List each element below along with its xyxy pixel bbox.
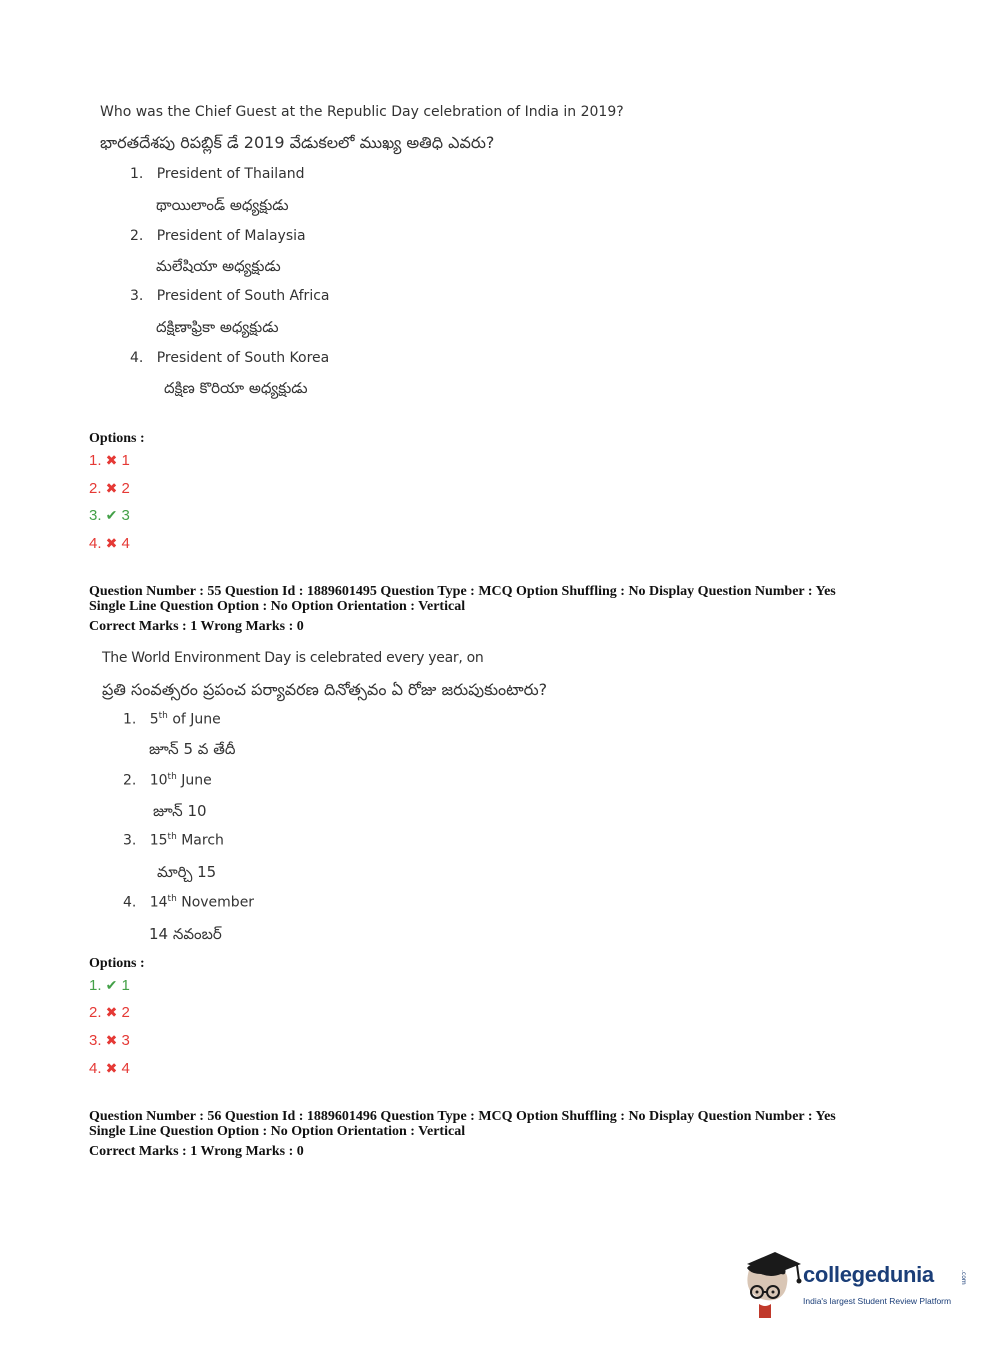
q55-options-label: Options : [89, 956, 145, 971]
cross-icon: ✖ [105, 1060, 118, 1076]
collegedunia-logo [741, 1250, 971, 1320]
q54-question-te: భారతదేశపు రిపబ్లిక్ డే 2019 వేడుకలలో ముఖ్య అతిధి ఎవరు? [100, 133, 495, 152]
q54-option-1-te: థాయిలాండ్ అధ్యక్షుడు [156, 196, 289, 214]
cross-icon: ✖ [105, 452, 118, 468]
check-icon: ✔ [105, 977, 118, 993]
q55-option-1-te: జూన్ 5 వ తేదీ [149, 740, 236, 758]
q55-option-1: 1. 5th of June [123, 711, 221, 728]
cross-icon: ✖ [105, 1004, 118, 1020]
q55-option-2-te: జూన్ 10 [153, 802, 207, 820]
q55-option-4-te: 14 నవంబర్ [149, 925, 222, 943]
q55-answer-2: 2. ✖ 2 [89, 1004, 130, 1021]
check-icon: ✔ [105, 507, 118, 523]
q55-question-te: ప్రతి సంవత్సరం ప్రపంచ పర్యావరణ దినోత్సవం ఏ రోజు జరుపుకుంటారు? [102, 680, 548, 699]
q55-answer-1: 1. ✔ 1 [89, 977, 130, 994]
q54-option-3-te: దక్షిణాఫ్రికా అధ్యక్షుడు [156, 318, 279, 336]
logo-name: collegedunia [803, 1262, 934, 1287]
q55-option-3-te: మార్చి 15 [157, 863, 217, 881]
q54-option-1: 1. President of Thailand [130, 166, 305, 182]
q55-question-en: The World Environment Day is celebrated every year, on [102, 650, 484, 666]
q54-option-3: 3. President of South Africa [130, 288, 330, 304]
q56-marks: Correct Marks : 1 Wrong Marks : 0 [89, 1144, 304, 1159]
q55-marks: Correct Marks : 1 Wrong Marks : 0 [89, 619, 304, 634]
q54-option-2: 2. President of Malaysia [130, 228, 306, 244]
logo-suffix: .com [960, 1270, 967, 1285]
q55-option-3: 3. 15th March [123, 832, 224, 849]
q54-question-en: Who was the Chief Guest at the Republic Day celebration of India in 2019? [100, 104, 624, 120]
q55-answer-4: 4. ✖ 4 [89, 1060, 130, 1077]
q55-meta-line2: Single Line Question Option : No Option Orientation : Vertical [89, 599, 466, 614]
q56-meta-line1: Question Number : 56 Question Id : 1889601496 Question Type : MCQ Option Shuffling : No Display Question Number : Yes [89, 1109, 836, 1124]
q54-option-4-te: దక్షిణ కొరియా అధ్యక్షుడు [164, 379, 308, 397]
cross-icon: ✖ [105, 535, 118, 551]
q54-answer-2: 2. ✖ 2 [89, 480, 130, 497]
cross-icon: ✖ [105, 1032, 118, 1048]
cross-icon: ✖ [105, 480, 118, 496]
logo-tagline: India's largest Student Review Platform [803, 1296, 952, 1306]
q54-option-4: 4. President of South Korea [130, 350, 330, 366]
q54-answer-1: 1. ✖ 1 [89, 452, 130, 469]
q54-answer-4: 4. ✖ 4 [89, 535, 130, 552]
q55-option-4: 4. 14th November [123, 894, 255, 911]
q55-meta-line1: Question Number : 55 Question Id : 1889601495 Question Type : MCQ Option Shuffling : No Display Question Number : Yes [89, 584, 836, 599]
q55-option-2: 2. 10th June [123, 772, 212, 789]
q54-option-2-te: మలేషియా అధ్యక్షుడు [156, 257, 281, 275]
q54-options-label: Options : [89, 431, 145, 446]
q54-answer-3: 3. ✔ 3 [89, 507, 130, 524]
q56-meta-line2: Single Line Question Option : No Option Orientation : Vertical [89, 1124, 466, 1139]
q55-answer-3: 3. ✖ 3 [89, 1032, 130, 1049]
mascot-icon [741, 1250, 803, 1320]
